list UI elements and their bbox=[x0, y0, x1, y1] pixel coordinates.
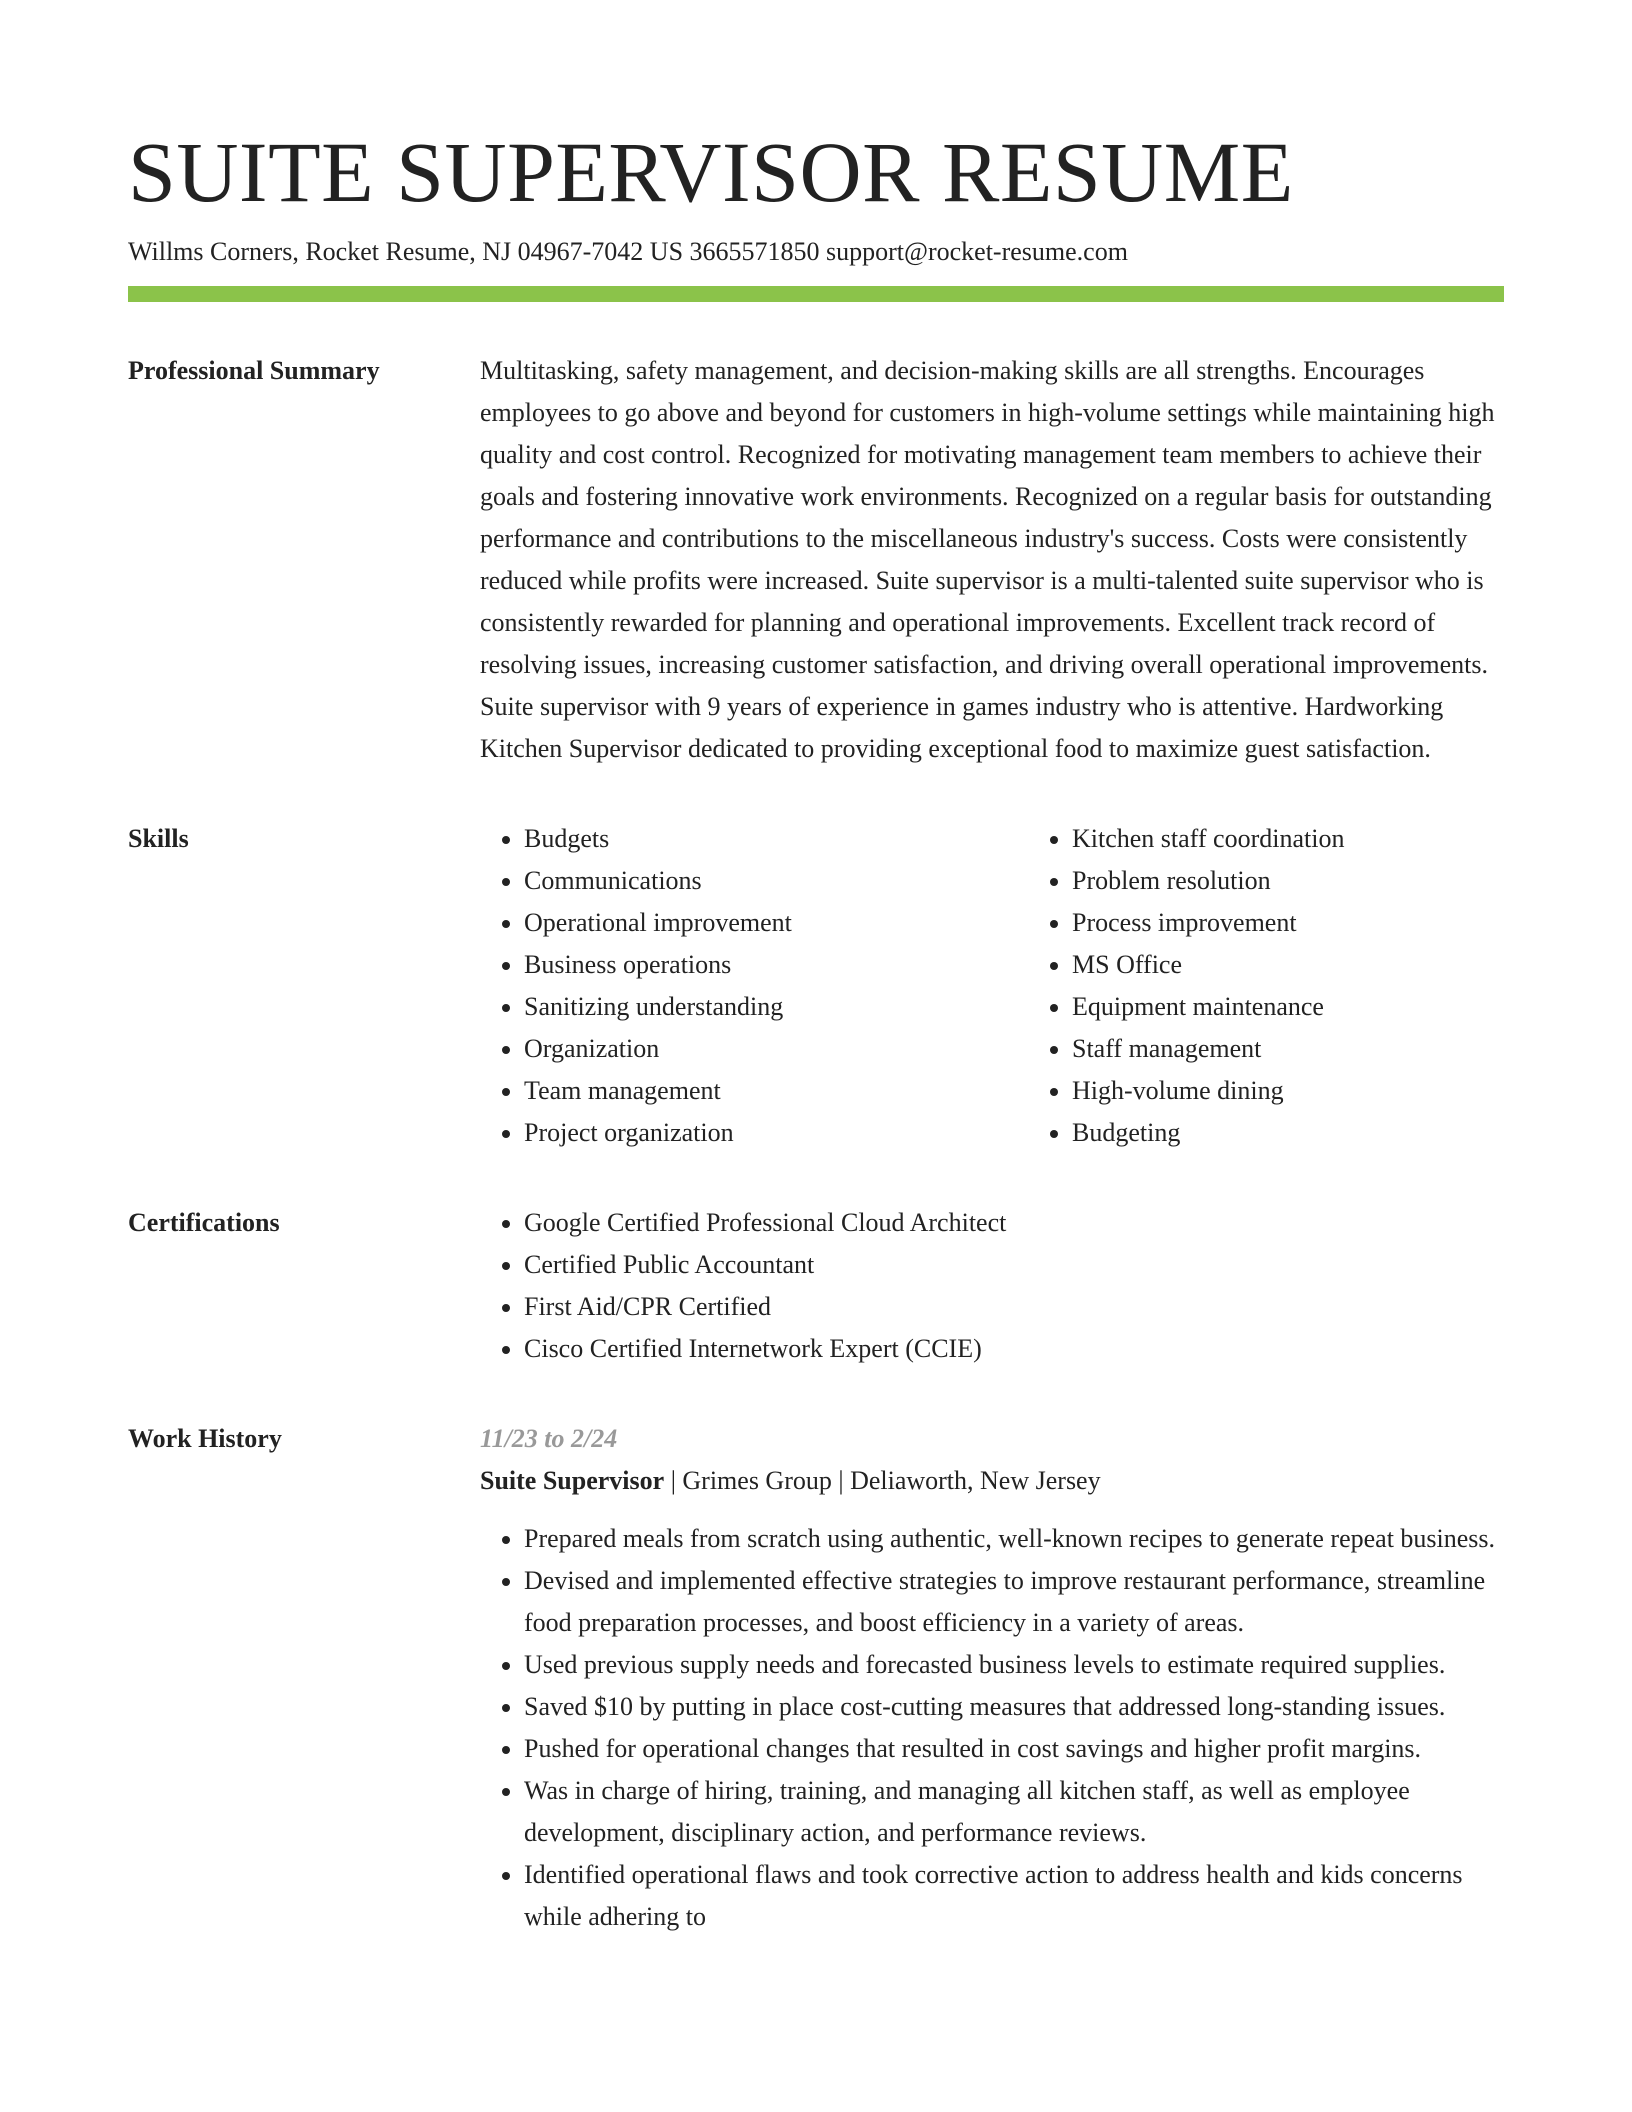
skill-item: • Problem resolution bbox=[1072, 860, 1576, 902]
responsibility-item: • Was in charge of hiring, training, and managing all kitchen staff, as well as employee development, disciplinary action, and performance reviews. bbox=[524, 1770, 1504, 1854]
summary-text: Multitasking, safety management, and decision-making skills are all strengths. Encourages employees to go above and beyond for customers in high-volume settings while maintaining high quality and cost control. Recognized for motivating management team members to achieve their goals and fostering innovative work environments. Recognized on a regular basis for outstanding performance and contributions to the miscellaneous industry's success. Costs were consistently reduced while profits were increased. Suite supervisor is a multi-talented suite supervisor who is consistently rewarded for planning and operational improvements. Excellent track record of resolving issues, increasing customer satisfaction, and driving overall operational improvements. Suite supervisor with 9 years of experience in games industry who is attentive. Hardworking Kitchen Supervisor dedicated to providing exceptional food to maximize guest satisfaction. bbox=[480, 356, 1495, 763]
section-heading: Professional Summary bbox=[128, 356, 380, 385]
responsibility-item: • Identified operational flaws and took corrective action to address health and kids concerns while adhering to bbox=[524, 1854, 1504, 1938]
resume-title: SUITE SUPERVISOR RESUME bbox=[128, 124, 1294, 220]
resume-page bbox=[128, 120, 1504, 1938]
skill-item: • Sanitizing understanding bbox=[524, 986, 1028, 1028]
skill-item: • Staff management bbox=[1072, 1028, 1576, 1070]
skill-item: • Team management bbox=[524, 1070, 1028, 1112]
section-heading: Certifications bbox=[128, 1208, 280, 1237]
certifications-list bbox=[480, 1202, 1504, 1370]
accent-divider bbox=[128, 286, 1504, 302]
job-title: Suite Supervisor bbox=[480, 1466, 665, 1495]
responsibility-item: • Prepared meals from scratch using authentic, well-known recipes to generate repeat business. bbox=[524, 1518, 1504, 1560]
skill-item: • Equipment maintenance bbox=[1072, 986, 1576, 1028]
skill-item: • High-volume dining bbox=[1072, 1070, 1576, 1112]
responsibility-item: • Used previous supply needs and forecasted business levels to estimate required supplies. bbox=[524, 1644, 1504, 1686]
skill-item: • Budgets bbox=[524, 818, 1028, 860]
skill-item: • Operational improvement bbox=[524, 902, 1028, 944]
skill-item: • MS Office bbox=[1072, 944, 1576, 986]
certification-item: • Certified Public Accountant bbox=[524, 1244, 1504, 1286]
skill-item: • Organization bbox=[524, 1028, 1028, 1070]
skill-item: • Business operations bbox=[524, 944, 1028, 986]
certifications-section bbox=[128, 1202, 1504, 1370]
skill-item: • Budgeting bbox=[1072, 1112, 1576, 1154]
responsibility-item: • Devised and implemented effective strategies to improve restaurant performance, streamline food preparation processes, and boost efficiency in a variety of areas. bbox=[524, 1560, 1504, 1644]
job-header bbox=[480, 1460, 1504, 1502]
skill-item: • Process improvement bbox=[1072, 902, 1576, 944]
responsibility-item: • Saved $10 by putting in place cost-cutting measures that addressed long-standing issues. bbox=[524, 1686, 1504, 1728]
job-responsibilities-list bbox=[480, 1518, 1504, 1938]
contact-line: Willms Corners, Rocket Resume, NJ 04967-7042 US 3665571850 support@rocket-resume.com bbox=[128, 237, 1128, 266]
skills-list-left bbox=[480, 818, 1028, 1154]
job-company-location: | Grimes Group | Deliaworth, New Jersey bbox=[664, 1466, 1101, 1495]
skills-list-right bbox=[1028, 818, 1576, 1154]
skill-item: • Project organization bbox=[524, 1112, 1028, 1154]
skill-item: • Communications bbox=[524, 860, 1028, 902]
work-history-section bbox=[128, 1418, 1504, 1938]
skill-item: • Kitchen staff coordination bbox=[1072, 818, 1576, 860]
job-dates: 11/23 to 2/24 bbox=[480, 1424, 618, 1453]
certification-item: • Google Certified Professional Cloud Architect bbox=[524, 1202, 1504, 1244]
skills-section bbox=[128, 818, 1504, 1154]
professional-summary-section bbox=[128, 350, 1504, 770]
section-heading: Skills bbox=[128, 824, 189, 853]
responsibility-item: • Pushed for operational changes that resulted in cost savings and higher profit margins. bbox=[524, 1728, 1504, 1770]
section-heading: Work History bbox=[128, 1424, 282, 1453]
certification-item: • Cisco Certified Internetwork Expert (CCIE) bbox=[524, 1328, 1504, 1370]
certification-item: • First Aid/CPR Certified bbox=[524, 1286, 1504, 1328]
